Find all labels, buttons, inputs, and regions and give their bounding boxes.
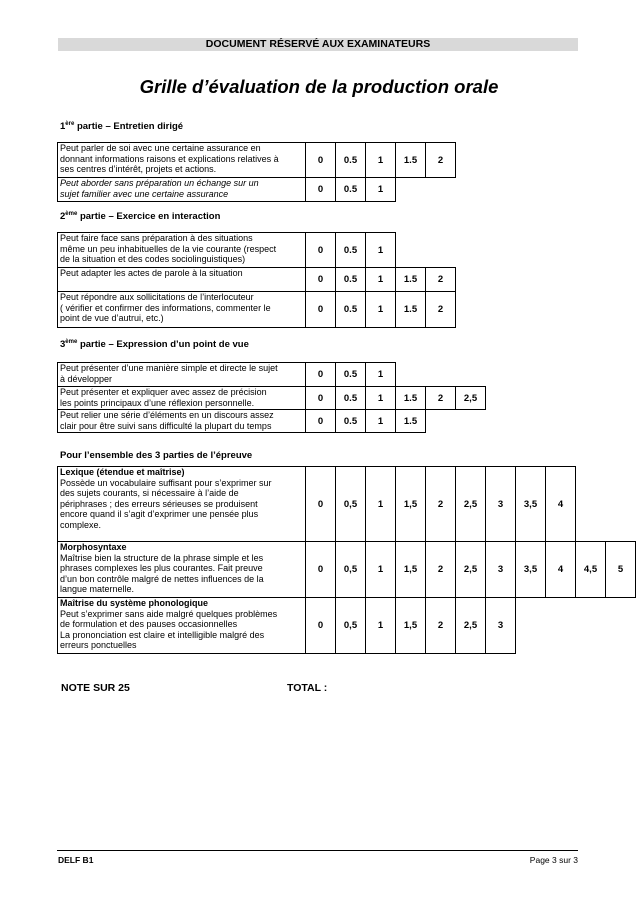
score-cell[interactable]: 1 — [366, 143, 396, 178]
criterion-text: Peut présenter d’une manière simple et directe le sujet à développer — [58, 363, 306, 387]
criterion-text: Maîtrise du système phonologique Peut s’exprimer sans aide malgré quelques problèmes de formulation et des pauses occasionnelles La prononciation est claire et intelligible malgré des erreurs ponctuelles — [58, 598, 306, 654]
score-cell[interactable]: 0 — [306, 268, 336, 292]
score-cell[interactable]: 0 — [306, 178, 336, 202]
score-cell[interactable]: 0 — [306, 143, 336, 178]
footer-page-number: Page 3 sur 3 — [529, 855, 578, 865]
overall-heading: Pour l’ensemble des 3 parties de l’épreuve — [60, 450, 253, 461]
score-cell[interactable]: 0.5 — [336, 363, 366, 387]
score-cell[interactable]: 1,5 — [396, 467, 426, 542]
score-cell[interactable]: 0 — [306, 542, 336, 598]
score-cell[interactable]: 2 — [426, 387, 456, 410]
part-1-table — [57, 142, 456, 202]
score-cell[interactable]: 0,5 — [336, 467, 366, 542]
score-cell[interactable]: 2 — [426, 598, 456, 654]
footer-exam-name: DELF B1 — [58, 855, 94, 865]
criterion-text: Peut faire face sans préparation à des situations même un peu inhabituelles de la vie courante (respect de la situation et des codes sociolinguistiques) — [58, 233, 306, 268]
score-cell[interactable]: 2 — [426, 292, 456, 328]
score-cell[interactable]: 0 — [306, 598, 336, 654]
score-cell[interactable]: 1 — [366, 387, 396, 410]
part-3-table — [57, 362, 486, 433]
score-cell[interactable]: 0 — [306, 363, 336, 387]
score-cell[interactable]: 1.5 — [396, 292, 426, 328]
score-cell[interactable]: 2 — [426, 268, 456, 292]
score-cell[interactable]: 0.5 — [336, 387, 366, 410]
score-cell[interactable]: 4,5 — [576, 542, 606, 598]
score-cell[interactable]: 0 — [306, 387, 336, 410]
part-2-table — [57, 232, 456, 328]
note-label: NOTE SUR 25 — [61, 682, 130, 694]
score-cell[interactable]: 1 — [366, 178, 396, 202]
score-cell[interactable]: 0.5 — [336, 268, 366, 292]
criterion-text: Peut adapter les actes de parole à la situation — [58, 268, 306, 292]
score-cell[interactable]: 1.5 — [396, 410, 426, 433]
score-cell[interactable]: 1 — [366, 363, 396, 387]
score-cell[interactable]: 0.5 — [336, 292, 366, 328]
criterion-row — [58, 292, 456, 328]
criterion-row — [58, 233, 456, 268]
score-cell[interactable]: 5 — [606, 542, 636, 598]
footer-divider — [57, 850, 578, 851]
criterion-text: Morphosyntaxe Maîtrise bien la structure de la phrase simple et les phrases complexes les plus courantes. Fait preuve d’un bon contrôle malgré de nettes influences de la langue maternelle. — [58, 542, 306, 598]
score-cell[interactable]: 0.5 — [336, 410, 366, 433]
criterion-row — [58, 178, 456, 202]
criterion-row — [58, 143, 456, 178]
score-cell[interactable]: 1 — [366, 292, 396, 328]
score-cell[interactable]: 4 — [546, 542, 576, 598]
criterion-row — [58, 467, 636, 542]
score-cell[interactable]: 2,5 — [456, 467, 486, 542]
score-cell[interactable]: 0.5 — [336, 143, 366, 178]
criterion-row — [58, 598, 636, 654]
score-cell[interactable]: 1 — [366, 467, 396, 542]
score-cell[interactable]: 4 — [546, 467, 576, 542]
criterion-row — [58, 268, 456, 292]
page-title: Grille d’évaluation de la production orale — [139, 76, 499, 97]
score-cell[interactable]: 0.5 — [336, 233, 366, 268]
score-cell[interactable]: 0,5 — [336, 598, 366, 654]
criterion-row — [58, 363, 486, 387]
total-label: TOTAL : — [287, 682, 328, 694]
score-cell[interactable]: 0.5 — [336, 178, 366, 202]
score-cell[interactable]: 1,5 — [396, 598, 426, 654]
score-cell[interactable]: 2,5 — [456, 598, 486, 654]
criterion-text: Peut répondre aux sollicitations de l’interlocuteur ( vérifier et confirmer des informations, commenter le point de vue d’autrui, etc.) — [58, 292, 306, 328]
part-1-heading: 1ère partie – Entretien dirigé — [60, 121, 184, 133]
score-cell[interactable]: 2 — [426, 143, 456, 178]
score-cell[interactable]: 2,5 — [456, 542, 486, 598]
criterion-text: Peut parler de soi avec une certaine assurance en donnant informations raisons et explications relatives à ses centres d’intérêt, projets et actions. — [58, 143, 306, 178]
score-cell[interactable]: 1.5 — [396, 387, 426, 410]
score-cell[interactable]: 2 — [426, 542, 456, 598]
score-cell[interactable]: 3,5 — [516, 467, 546, 542]
overall-table — [57, 466, 636, 654]
part-3-heading: 3ème partie – Expression d’un point de vue — [60, 339, 249, 351]
score-cell[interactable]: 2 — [426, 467, 456, 542]
criterion-row — [58, 387, 486, 410]
score-cell[interactable]: 3 — [486, 467, 516, 542]
score-cell[interactable]: 1,5 — [396, 542, 426, 598]
criterion-text: Peut relier une série d’éléments en un discours assez clair pour être suivi sans difficulté la plupart du temps — [58, 410, 306, 433]
score-cell[interactable]: 1 — [366, 542, 396, 598]
criterion-row — [58, 410, 486, 433]
part-2-heading: 2ème partie – Exercice en interaction — [60, 211, 221, 223]
score-cell[interactable]: 1 — [366, 233, 396, 268]
score-cell[interactable]: 1 — [366, 268, 396, 292]
criterion-row — [58, 542, 636, 598]
examiner-banner: DOCUMENT RÉSERVÉ AUX EXAMINATEURS — [58, 38, 578, 51]
score-cell[interactable]: 1 — [366, 598, 396, 654]
criterion-text: Peut aborder sans préparation un échange sur un sujet familier avec une certaine assurance — [58, 178, 306, 202]
score-cell[interactable]: 0,5 — [336, 542, 366, 598]
criterion-text: Peut présenter et expliquer avec assez de précision les points principaux d’une réflexion personnelle. — [58, 387, 306, 410]
score-cell[interactable]: 2,5 — [456, 387, 486, 410]
criterion-text: Lexique (étendue et maîtrise) Possède un vocabulaire suffisant pour s’exprimer sur des sujets courants, si nécessaire à l’aide de périphrases ; des erreurs sérieuses se produisent encore quand il s’agit d’exprimer une pensée plus complexe. — [58, 467, 306, 542]
score-cell[interactable]: 3,5 — [516, 542, 546, 598]
score-cell[interactable]: 0 — [306, 292, 336, 328]
score-cell[interactable]: 0 — [306, 233, 336, 268]
score-cell[interactable]: 1 — [366, 410, 396, 433]
score-cell[interactable]: 0 — [306, 410, 336, 433]
score-cell[interactable]: 1.5 — [396, 143, 426, 178]
score-cell[interactable]: 3 — [486, 542, 516, 598]
score-cell[interactable]: 0 — [306, 467, 336, 542]
score-cell[interactable]: 3 — [486, 598, 516, 654]
score-cell[interactable]: 1.5 — [396, 268, 426, 292]
